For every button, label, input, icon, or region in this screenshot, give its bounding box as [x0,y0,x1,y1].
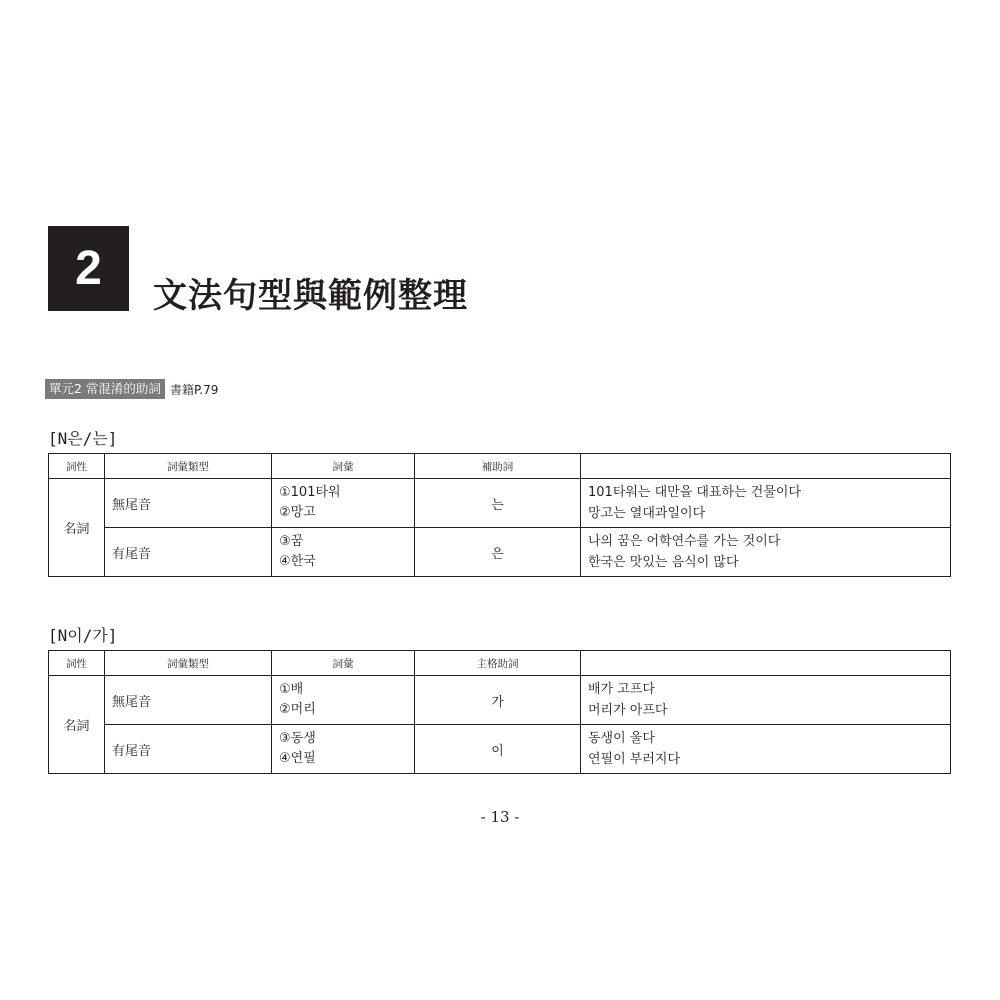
particle-cell: 가 [415,676,581,725]
header-particle: 補助詞 [415,454,581,479]
vocabulary-item: ①배 [279,682,304,697]
part-of-speech-cell: 名詞 [49,479,105,577]
particle-table-eun-neun [48,453,951,577]
example-cell [581,676,951,725]
table-row [49,676,951,725]
example-sentence: 101타워는 대만을 대표하는 건물이다 [588,485,802,500]
example-cell [581,479,951,528]
example-sentence: 나의 꿈은 어학연수를 가는 것이다 [588,534,781,549]
word-type-cell: 無尾音 [105,676,272,725]
vocabulary-item: ②머리 [279,702,316,717]
word-type-cell: 有尾音 [105,725,272,774]
chapter-title: 文法句型與範例整理 [153,276,468,316]
vocabulary-cell [272,479,415,528]
part-of-speech-cell: 名詞 [49,676,105,774]
header-particle: 主格助詞 [415,651,581,676]
header-word-type: 詞彙類型 [105,651,272,676]
table-row [49,479,951,528]
section-heading-n-eun-neun: [N은/는] [48,429,118,448]
vocabulary-cell [272,528,415,577]
header-example [581,651,951,676]
unit-header [45,379,218,399]
header-word-type: 詞彙類型 [105,454,272,479]
vocabulary-cell [272,725,415,774]
word-type-cell: 有尾音 [105,528,272,577]
example-sentence: 동생이 울다 [588,731,655,746]
vocabulary-item: ④한국 [279,554,316,569]
table-row [49,528,951,577]
particle-cell: 이 [415,725,581,774]
particle-cell: 은 [415,528,581,577]
header-part-of-speech: 詞性 [49,454,105,479]
word-type-cell: 無尾音 [105,479,272,528]
example-sentence: 머리가 아프다 [588,703,668,718]
table-row [49,725,951,774]
example-cell [581,528,951,577]
unit-badge: 單元2 常混淆的助詞 [45,379,165,399]
particle-table-i-ga [48,650,951,774]
example-sentence: 배가 고프다 [588,682,655,697]
example-sentence: 연필이 부러지다 [588,752,681,767]
vocabulary-item: ③동생 [279,731,316,746]
particle-cell: 는 [415,479,581,528]
example-cell [581,725,951,774]
vocabulary-item: ④연필 [279,751,316,766]
section-heading-n-i-ga: [N이/가] [48,626,118,645]
book-page-reference: 書籍P.79 [169,382,219,397]
table-header-row [49,454,951,479]
chapter-number: 2 [75,242,102,295]
vocabulary-item: ①101타워 [279,485,341,500]
header-vocabulary: 詞彙 [272,651,415,676]
page-number: - 13 - [480,808,520,826]
header-example [581,454,951,479]
example-sentence: 망고는 열대과일이다 [588,506,706,521]
chapter-number-box [48,226,129,311]
header-part-of-speech: 詞性 [49,651,105,676]
vocabulary-item: ②망고 [279,505,316,520]
vocabulary-item: ③꿈 [279,534,304,549]
vocabulary-cell [272,676,415,725]
table-header-row [49,651,951,676]
example-sentence: 한국은 맛있는 음식이 많다 [588,555,739,570]
header-vocabulary: 詞彙 [272,454,415,479]
